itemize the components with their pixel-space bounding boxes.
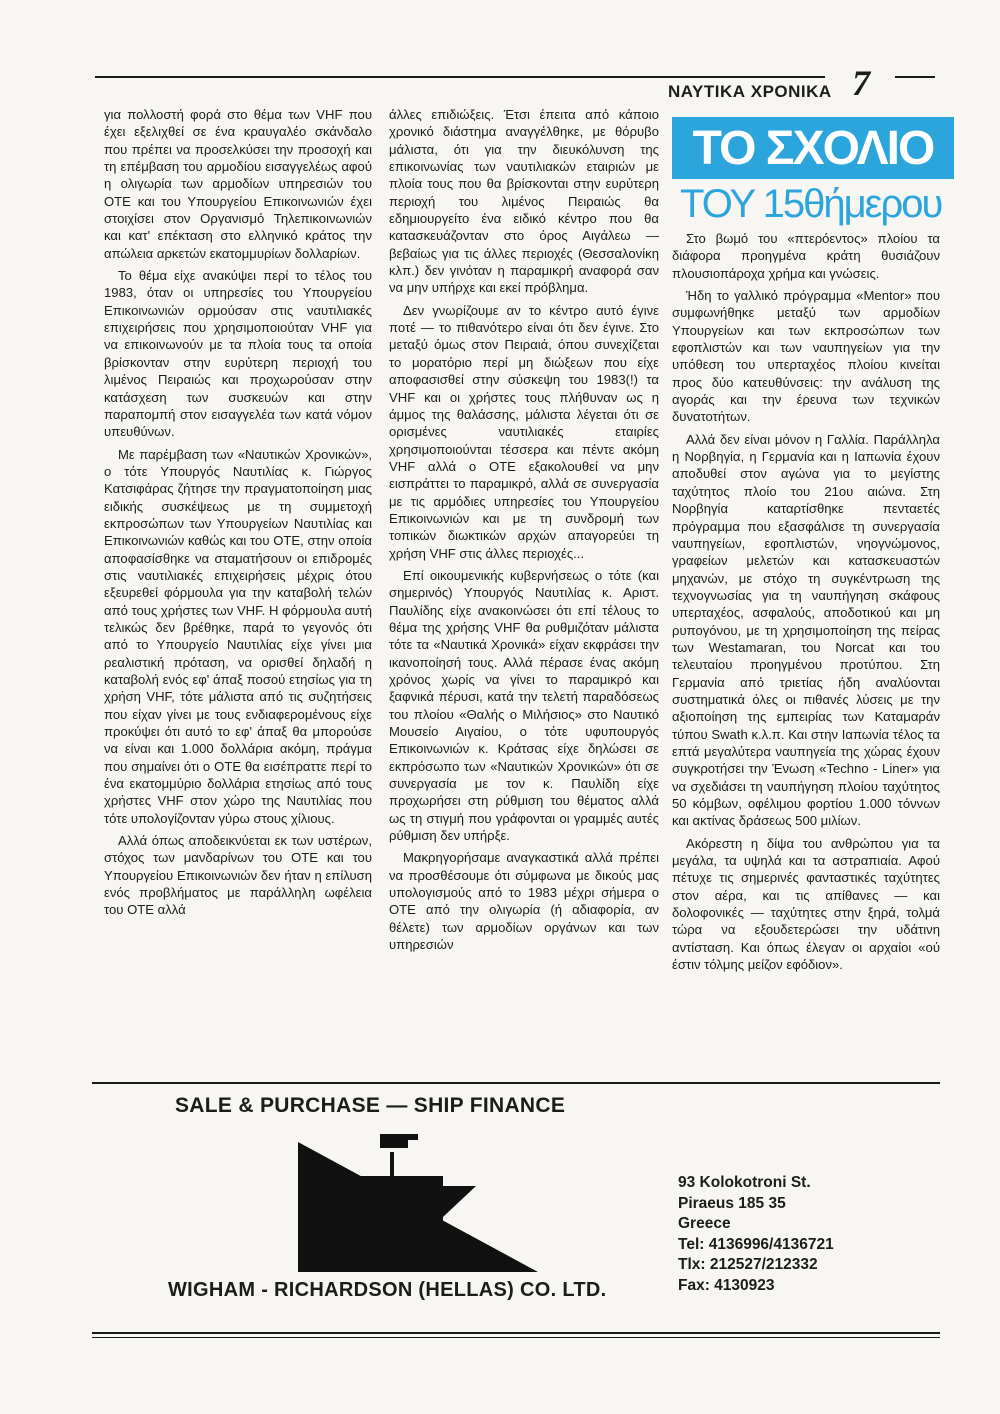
paragraph: Το θέμα είχε ανακύψει περί το τέλος του 1983, όταν οι υπηρεσίες του Υπουργείου Επικοινωνιών ορμούσαν στις ναυτιλιακές επιχειρήσεις που χρησιμοποιούταν VHF για να επικοινωνούν με τα πλοία τους τα οποία βρίσκονταν στην ευρύτερη περιοχή του λιμένος Πειραιώς και προχωρούσαν στην κατάσχεση των συσκευών και στην παραπομπή στον εισαγγελέα των κατά νόμον υπευθύνων. bbox=[104, 268, 372, 440]
ad-telephone: Tel: 4136996/4136721 bbox=[678, 1235, 834, 1253]
comment-heading-box bbox=[672, 117, 954, 179]
paragraph: Στο βωμό του «πτερόεντος» πλοίου τα διάφορα προηγμένα κράτη θυσιάζουν πλουσιοπάροχα χρήμα και γνώσεις. bbox=[672, 231, 940, 281]
paragraph: Αλλά δεν είναι μόνον η Γαλλία. Παράλληλα η Νορβηγία, η Γερμανία και η Ιαπωνία έχουν αποδυθεί στον αγώνα για το μεγίστης ταχύτητος πλοίο του 21ου αιώνα. Στη Νορβηγία καταρτίσθηκε πενταετές πρόγραμμα που εξασφάλισε τη συνεργασία ναυπηγείων, εφοπλιστών, νηογνώμονος, γραφείων μελετών και κατασκευαστών μηχανών, με στόχο τη συγκέντρωση της τεχνογνωσίας για τη ναυπήγηση σκάφους υπερταχέος, ασφαλούς, αποδοτικού και μη ρυπογόνου, με τη χρησιμοποίηση της πείρας των Westamaran, του Norcat και του τελευταίου προηγμένου προτύπου. Στη Γερμανία από τριετίας ήδη αναλύονται συστηματικά όλες οι πιθανές λύσεις με την αξιοποίηση της εμπειρίας των Καταμαράν τύπου Swath κ.λ.π. Και στην Ιαπωνία τέλος τα επτά μεγαλύτερα ναυπηγεία της χώρας έχουν συγκροτήσει την Ένωση «Techno - Liner» για να σχεδιάσει τη ναυπήγηση πλοίου ταχύτητος 50 κόμβων, οφέλιμου φορτίου 1.000 τόννων και ακτίνας δράσεως 500 μιλίων. bbox=[672, 431, 940, 829]
comment-column bbox=[672, 230, 940, 978]
paragraph: άλλες επιδιώξεις. Έτσι έπειτα από κάποιο χρονικό διάστημα αναγγέλθηκε, με θόρυβο μάλιστα, ότι για την διευκόλυνση της επικοινωνίας των ναυτιλιακών εταιριών με πλοία τους που θα βρίσκονται στην ευρύτερη περιοχή του λιμένος Πειραιώς θα εδημιουργείτο ένα ειδικό κέντρο που θα κατασκευάζονταν στο όρος Αιγάλεω — βεβαίως για τις άλλες περιοχές (Θεσσαλονίκη κλπ.) δεν γινόταν η παραμικρή αναφορά σαν να μην υπήρχε και εκεί πρόβλημα. bbox=[389, 107, 659, 296]
paragraph: Ακόρεστη η δίψα του ανθρώπου για τα μεγάλα, τα υψηλά και τα αστραπιαία. Αφού πέτυχε τις σημερινές φανταστικές ταχύτητες στον αέρα, και τις απίθανες — και δολοφονικές — ταχύτητες στην ξηρά, τολμά τώρα να εξουδετερώσει την υδάτινη αντίσταση. Και όπως έλεγαν οι αρχαίοι «ού έστιν τόλμης μείζον εφόδιον». bbox=[672, 835, 940, 973]
page-number: 7 bbox=[852, 63, 870, 103]
ad-headline: SALE & PURCHASE — SHIP FINANCE bbox=[175, 1094, 566, 1117]
paragraph: Δεν γνωρίζουμε αν το κέντρο αυτό έγινε ποτέ — το πιθανότερο είναι ότι δεν έγινε. Στο μεταξύ όμως στον Πειραιά, όπου συνεχίζεται το μορατόριο περί μη διώξεων που είχε αποφασισθεί στην σύσκεψη του 1983(!) τα VHF και οι χρήστες τους πλήθυναν ως η άμμος της θαλάσσης, μάλιστα λέγεται ότι σε ορισμένες ναυτιλιακές εταιρίες χρησιμοποιούνται τέσσερα και πέντε ακόμη VHF αλλά ο ΟΤΕ εξακολουθεί να μην εισπράττει το παραμικρό, αλλά σε συνεργασία με τις αρμόδιες υπηρεσίες του Υπουργείου Επικοινωνιών και με τη συνδρομή των τοπικών διωκτικών αρχών απαγορεύει τη χρήση VHF στις άλλες περιοχές... bbox=[389, 302, 659, 561]
paragraph: Με παρέμβαση των «Ναυτικών Χρονικών», ο τότε Υπουργός Ναυτιλίας κ. Γιώργος Κατσιφάρας ζήτησε την πραγματοποίηση μιας ειδικής συσκέψεως με τη συμμετοχή εκπροσώπων των Υπουργείων Ναυτιλίας και Επικοινωνιών καθώς και του ΟΤΕ, στην οποία αποφασίσθηκε να σταματήσουν οι επιδρομές στις ναυτιλιακές επιχειρήσεις μέχρις ότου εξευρεθεί φόρμουλα για την καταβολή τελών από τους χρήστες των VHF. Η φόρμουλα αυτή τελικώς δεν βρέθηκε, παρά το γεγονός ότι από το Υπουργείο Ναυτιλίας είχε γίνει μια ρεαλιστική πρόταση, να ορισθεί δηλαδή η καταβολή ενός εφ' άπαξ ποσού ετησίως για τη χρήση VHF, τότε μάλιστα από τις συζητήσεις που είχαν γίνει με τους ενδιαφερομένους είχε προκύψει ότι αυτό το εφ' άπαξ θα μπορούσε να είναι και 1.000 δολλάρια ακόμη, πράγμα που σημαίνει ότι ο ΟΤΕ θα εισέπραττε περί το ένα εκατομμύριο δολλάρια ετησίως από τους χρήστες VHF στον χώρο της Ναυτιλίας που τότε υπολογίζονταν γύρω στους χίλιους. bbox=[104, 446, 372, 826]
article-column-2 bbox=[389, 106, 659, 959]
publication-title: ΝΑΥΤΙΚΑ ΧΡΟΝΙΚΑ bbox=[668, 82, 832, 101]
header-rule bbox=[95, 76, 825, 78]
ad-address-city: Piraeus 185 35 bbox=[678, 1194, 786, 1212]
ad-fax: Fax: 4130923 bbox=[678, 1276, 775, 1294]
paragraph: Αλλά όπως αποδεικνύεται εκ των υστέρων, στόχος των μανδαρίνων του ΟΤΕ και του Υπουργείου Επικοινωνιών δεν ήταν η επίλυση ενός προβλήματος με παράλληλη ωφέλεια του ΟΤΕ αλλά bbox=[104, 833, 372, 918]
ad-company-name: WIGHAM - RICHARDSON (HELLAS) CO. LTD. bbox=[168, 1279, 607, 1301]
paragraph: Επί οικουμενικής κυβερνήσεως ο τότε (και σημερινός) Υπουργός Ναυτιλίας κ. Αριστ. Παυλίδης είχε ανακοινώσει ότι επί τέλους το θέμα της χρήσης VHF θα ρυθμιζόταν μάλιστα τότε τα «Ναυτικά Χρονικά» είχαν εκφράσει την ικανοποίησή τους. Αλλά πέρασε ένας ακόμη χρόνος χωρίς να γίνει το παραμικρό και ξαφνικά πέρυσι, κατά την τελετή παραδόσεως του πλοίου «Θαλής ο Μιλήσιος» στο Ναυτικό Μουσείο Αιγαίου, ο τότε υφυπουργός Επικοινωνιών κ. Κράτσας είχε δηλώσει σε εκπρόσωπο των «Ναυτικών Χρονικών» ότι σε συνεργασία με τον κ. Παυλίδη είχε προχωρήσει στη ρύθμιση του θέματος αλλά ως τη στιγμή που γράφονται οι γραμμές αυτές ρύθμιση δεν υπήρξε. bbox=[389, 567, 659, 844]
article-column-1 bbox=[104, 106, 372, 924]
header-rule-right bbox=[895, 76, 935, 78]
ad-address-street: 93 Kolokotroni St. bbox=[678, 1174, 811, 1191]
paragraph: για πολλοστή φορά στο θέμα των VHF που έχει εξελιχθεί σε ένα κραυγαλέο σκάνδαλο που πρέπει να προσελκύσει την προσοχή και τη επέμβαση του αρμοδίου εισαγγελέως αφού η ολιγωρία των αρμοδίων υπηρεσιών του ΟΤΕ και του Υπουργείου Επικοινωνιών έχει στοιχίσει στον Οργανισμό Τηλεπικοινωνιών και κατ' επέκταση στο ελληνικό κράτος την απώλεια αρκετών εκατομμυρίων δολλαρίων. bbox=[104, 107, 372, 261]
ad-address-country: Greece bbox=[678, 1215, 731, 1232]
comment-heading-subtitle: ΤΟΥ 15θήμερου bbox=[680, 182, 942, 226]
ad-bottom-rule bbox=[92, 1332, 940, 1334]
comment-heading-title: ΤΟ ΣΧΟΛΙΟ bbox=[692, 121, 934, 175]
ad-contact-block bbox=[678, 1173, 834, 1296]
ad-telex: Tlx: 212527/212332 bbox=[678, 1256, 818, 1273]
ad-bottom-rule-thin bbox=[92, 1337, 940, 1338]
company-logo-icon bbox=[268, 1132, 568, 1272]
paragraph: Μακρηγορήσαμε αναγκαστικά αλλά πρέπει να προσθέσουμε ότι σύμφωνα με δικούς μας υπολογισμούς από το 1983 μέχρι σήμερα ο ΟΤΕ από την ολιγωρία (ή αδιαφορία, αν θέλετε) των αρμοδίων οργάνων και των υπηρεσιών bbox=[389, 850, 659, 953]
paragraph: Ήδη το γαλλικό πρόγραμμα «Mentor» που συμφωνήθηκε μεταξύ των αρμοδίων Υπουργείων και των εκπροσώπων των εφοπλιστών και των ναυπηγείων για την υπόθεση του υπερταχέος πλοίου κινείται προς δύο κατευθύνσεις: την ανάλυση της αγοράς και την έρευνα των τεχνικών δυνατοτήτων. bbox=[672, 288, 940, 425]
ad-top-rule bbox=[92, 1082, 940, 1084]
